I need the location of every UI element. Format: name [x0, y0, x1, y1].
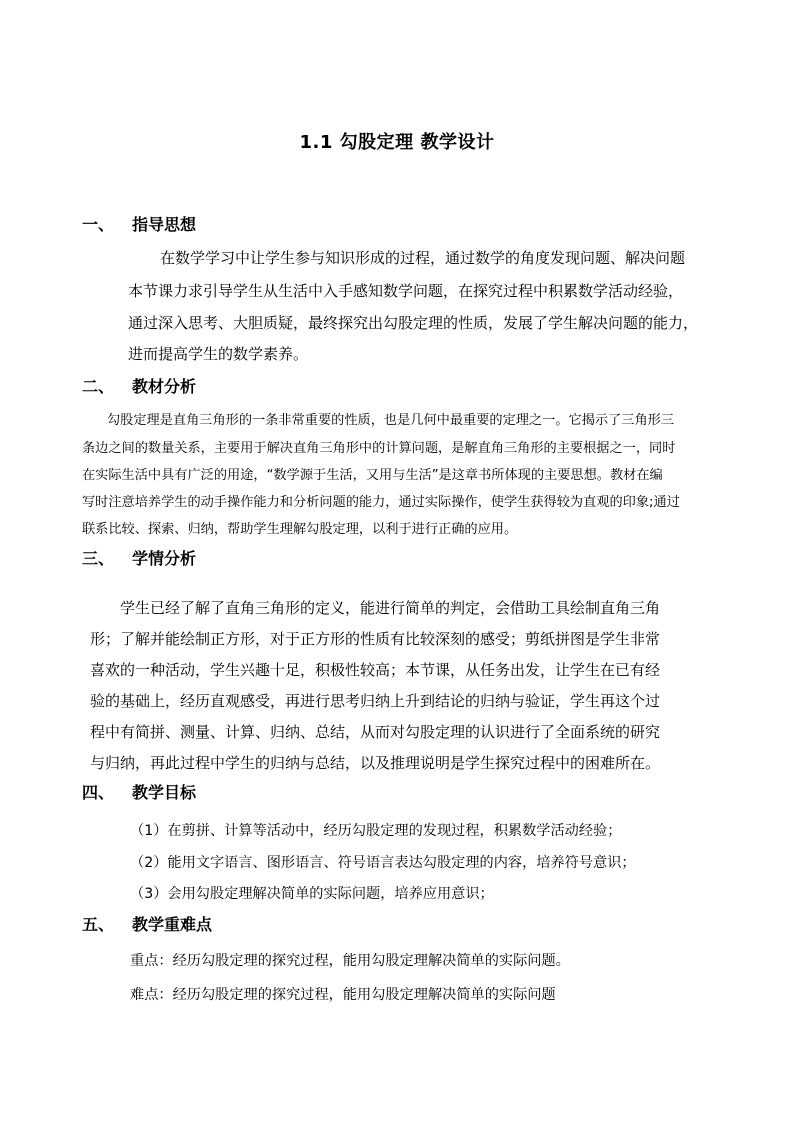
section-heading-key-difficult-points: [82, 912, 212, 935]
paragraph-line: 学生已经了解了直角三角形的定义，能进行简单的判定，会借助工具绘制直角三角: [120, 599, 661, 617]
paragraph-line: 形；了解并能绘制正方形，对于正方形的性质有比较深刻的感受；剪纸拼图是学生非常: [90, 630, 661, 648]
key-point-line: 重点：经历勾股定理的探究过程，能用勾股定理解决简单的实际问题。: [130, 953, 570, 969]
goal-item: （2）能用文字语言、图形语言、符号语言表达勾股定理的内容，培养符号意识；: [130, 855, 636, 871]
section-title: 教学重难点: [132, 915, 213, 934]
section-number: 一、: [82, 215, 115, 234]
paragraph-line: 喜欢的一种活动，学生兴趣十足，积极性较高；本节课，从任务出发，让学生在已有经: [90, 661, 661, 679]
paragraph-line: 条边之间的数量关系，主要用于解决直角三角形中的计算问题，是解直角三角形的主要根据之一，同时: [82, 441, 676, 456]
section-heading-guiding-idea: [82, 212, 196, 235]
section-number: 五、: [82, 915, 115, 934]
paragraph-line: 联系比较、探索、归纳，帮助学生理解勾股定理，以利于进行正确的应用。: [82, 522, 518, 537]
paragraph-line: 勾股定理是直角三角形的一条非常重要的性质，也是几何中最重要的定理之一。它揭示了三角形三: [107, 413, 675, 428]
paragraph-line: 本节课力求引导学生从生活中入手感知数学问题，在探究过程中积累数学活动经验，: [128, 282, 684, 300]
section-title: 教材分析: [132, 377, 197, 396]
goal-item: （1）在剪拼、计算等活动中，经历勾股定理的发现过程，积累数学活动经验；: [130, 823, 622, 839]
section-heading-student-analysis: [82, 546, 196, 569]
document-title: 1.1 勾股定理 教学设计: [299, 132, 495, 153]
paragraph-line: 验的基础上，经历直观感受，再进行思考归纳上升到结论的归纳与验证，学生再这个过: [90, 692, 661, 710]
paragraph-line: 写时注意培养学生的动手操作能力和分析问题的能力，通过实际操作，使学生获得较为直观的印象;通过: [82, 495, 680, 510]
section-heading-material-analysis: [82, 374, 196, 397]
section-heading-teaching-goals: [82, 780, 196, 803]
paragraph-line: 与归纳，再此过程中学生的归纳与总结，以及推理说明是学生探究过程中的困难所在。: [90, 754, 661, 772]
paragraph-line: 在数学学习中让学生参与知识形成的过程，通过数学的角度发现问题、解决问题: [160, 249, 686, 267]
difficult-point-line: 难点：经历勾股定理的探究过程，能用勾股定理解决简单的实际问题: [130, 987, 556, 1003]
paragraph-line: 在实际生活中具有广泛的用途，“数学源于生活，又用与生活”是这章书所体现的主要思想。教材在编: [82, 468, 663, 483]
section-number: 四、: [82, 783, 115, 802]
paragraph-line: 通过深入思考、大胆质疑，最终探究出勾股定理的性质，发展了学生解决问题的能力，: [128, 314, 699, 332]
paragraph-line: 进而提高学生的数学素养。: [128, 345, 309, 363]
section-title: 指导思想: [132, 215, 197, 234]
section-title: 学情分析: [132, 549, 197, 568]
section-title: 教学目标: [132, 783, 197, 802]
goal-item: （3）会用勾股定理解决简单的实际问题，培养应用意识；: [130, 886, 494, 902]
paragraph-line: 程中有简拼、测量、计算、归纳、总结，从而对勾股定理的认识进行了全面系统的研究: [90, 723, 661, 741]
section-number: 二、: [82, 377, 115, 396]
section-number: 三、: [82, 549, 115, 568]
